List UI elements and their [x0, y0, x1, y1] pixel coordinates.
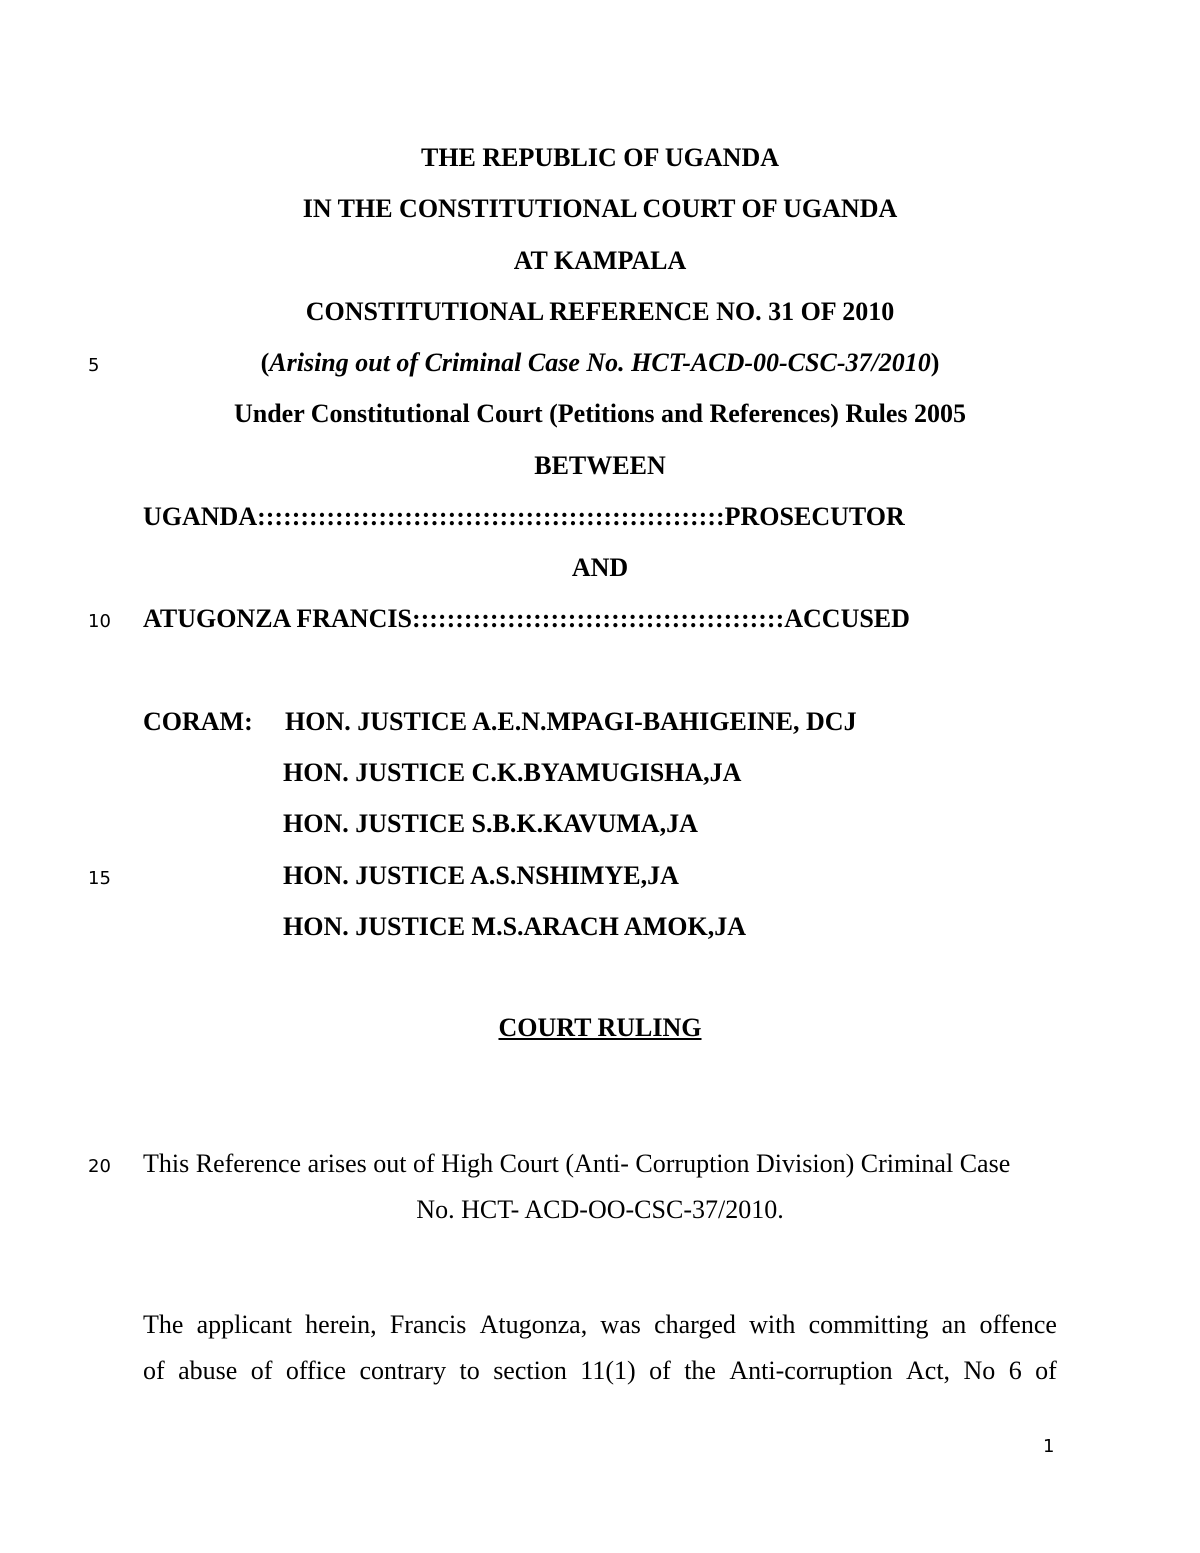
- coram-justice-3: HON. JUSTICE S.B.K.KAVUMA,JA: [283, 809, 698, 838]
- arising-open-paren: (: [260, 348, 270, 377]
- page-number: 1: [1043, 1436, 1055, 1457]
- word: Act,: [906, 1356, 951, 1385]
- word: of: [143, 1356, 165, 1385]
- word: of: [649, 1356, 671, 1385]
- between-heading: BETWEEN: [534, 451, 666, 480]
- and-heading: AND: [571, 553, 629, 582]
- rules-heading: Under Constitutional Court (Petitions and References) Rules 2005: [233, 399, 967, 428]
- word: to: [459, 1356, 480, 1385]
- reference-heading: CONSTITUTIONAL REFERENCE NO. 31 OF 2010: [305, 297, 895, 326]
- paragraph-1-line-1: This Reference arises out of High Court (Anti- Corruption Division) Criminal Case: [143, 1149, 1011, 1178]
- word: 6: [1008, 1356, 1022, 1385]
- word: committing: [808, 1310, 929, 1339]
- coram-justice-1: HON. JUSTICE A.E.N.MPAGI-BAHIGEINE, DCJ: [285, 707, 857, 736]
- paragraph-2-line-1: [143, 1309, 1057, 1341]
- word: offence: [979, 1310, 1057, 1339]
- coram-justice-5: HON. JUSTICE M.S.ARACH AMOK,JA: [283, 912, 746, 941]
- word: The: [143, 1310, 184, 1339]
- court-heading: IN THE CONSTITUTIONAL COURT OF UGANDA: [302, 194, 898, 223]
- republic-heading: THE REPUBLIC OF UGANDA: [420, 143, 779, 172]
- arising-heading: [0, 347, 1200, 379]
- paragraph-1-line-2: No. HCT- ACD-OO-CSC-37/2010.: [416, 1195, 784, 1224]
- ruling-title: COURT RULING: [498, 1013, 702, 1042]
- word: office: [285, 1356, 347, 1385]
- line-number-5: 5: [88, 355, 100, 376]
- word: of: [1035, 1356, 1057, 1385]
- word: charged: [654, 1310, 736, 1339]
- arising-text: Arising out of Criminal Case No. HCT-ACD-00-CSC-37/2010: [269, 348, 931, 377]
- word: abuse: [178, 1356, 238, 1385]
- line-number-20: 20: [88, 1156, 111, 1177]
- coram-label: CORAM:: [143, 707, 253, 736]
- word: with: [749, 1310, 796, 1339]
- coram-justice-2: HON. JUSTICE C.K.BYAMUGISHA,JA: [283, 758, 742, 787]
- line-number-10: 10: [88, 611, 111, 632]
- word: section: [493, 1356, 567, 1385]
- word: No: [963, 1356, 996, 1385]
- word: was: [600, 1310, 641, 1339]
- word: Francis: [389, 1310, 467, 1339]
- arising-close-paren: ): [930, 348, 940, 377]
- location-heading: AT KAMPALA: [513, 246, 687, 275]
- word: 11(1): [580, 1356, 636, 1385]
- word: an: [941, 1310, 967, 1339]
- coram-justice-4: HON. JUSTICE A.S.NSHIMYE,JA: [283, 861, 679, 890]
- line-number-15: 15: [88, 868, 111, 889]
- word: Anti-corruption: [729, 1356, 893, 1385]
- word: of: [250, 1356, 273, 1385]
- paragraph-2-line-2: [143, 1355, 1057, 1387]
- word: applicant: [196, 1310, 292, 1339]
- word: Atugonza,: [479, 1310, 588, 1339]
- word: herein,: [305, 1310, 377, 1339]
- prosecutor-party: UGANDA::::::::::::::::::::::::::::::::::::::::::::::::::::::PROSECUTOR: [143, 502, 905, 531]
- accused-party: ATUGONZA FRANCIS:::::::::::::::::::::::::::::::::::::::::::ACCUSED: [143, 604, 910, 633]
- word: contrary: [359, 1356, 447, 1385]
- word: the: [684, 1356, 716, 1385]
